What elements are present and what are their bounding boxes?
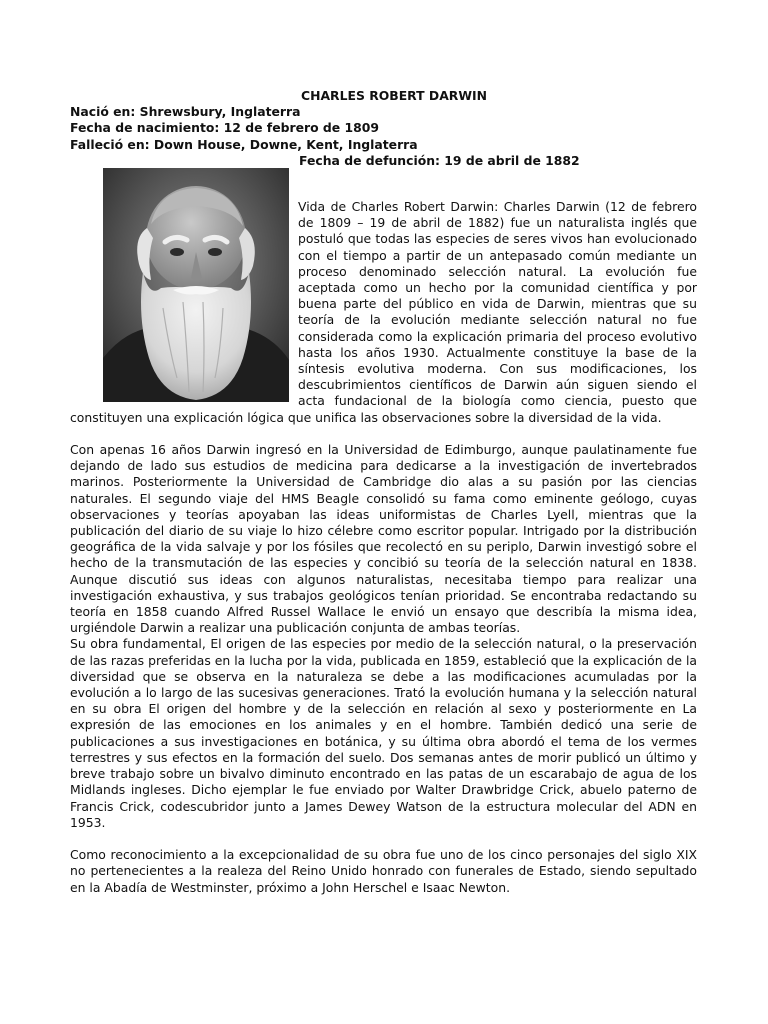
document-header xyxy=(70,88,700,169)
death-date-line: Fecha de defunción: 19 de abril de 1882 xyxy=(299,152,580,168)
death-place-line: Falleció en: Down House, Downe, Kent, Inglaterra xyxy=(70,136,418,152)
paragraph-intro: Vida de Charles Robert Darwin: Charles Darwin (12 de febrero de 1809 – 19 de abril de 1882) fue un naturalista inglés que postuló que todas las especies de seres vivos han evolucionado con el tiempo a partir de un antepasado común mediante un proceso denominado selección natural. La evolución fue aceptada como un hecho por la comunidad científica y por buena parte del público en vida de Darwin, mientras que su teoría de la evolución mediante selección natural no fue considerada como la explicación primaria del proceso evolutivo hasta los años 1930. Actualmente constituye la base de la síntesis evolutiva moderna. Con sus modificaciones, los descubrimientos científicos de Darwin aún siguen siendo el acta fundacional de la biología como ciencia, puesto que constituyen una explicación lógica que unifica las observaciones sobre la diversidad de la vida. xyxy=(70,199,697,425)
biography-text xyxy=(70,199,697,896)
paragraph-education: Con apenas 16 años Darwin ingresó en la Universidad de Edimburgo, aunque paulatinamente fue dejando de lado sus estudios de medicina para dedicarse a la investigación de invertebrados marinos. Posteriormente la Universidad de Cambridge dio alas a su pasión por las ciencias naturales. El segundo viaje del HMS Beagle consolidó su fama como eminente geólogo, cuyas observaciones y teorías apoyaban las ideas uniformistas de Charles Lyell, mientras que la publicación del diario de su viaje lo hizo célebre como escritor popular. Intrigado por la distribución geográfica de la vida salvaje y por los fósiles que recolectó en su periplo, Darwin investigó sobre el hecho de la transmutación de las especies y concibió su teoría de la selección natural en 1838. Aunque discutió sus ideas con algunos naturalistas, necesitaba tiempo para realizar una investigación exhaustiva, y sus trabajos geológicos tenían prioridad. Se encontraba redactando su teoría en 1858 cuando Alfred Russel Wallace le envió un ensayo que describía la misma idea, urgiéndole Darwin a realizar una publicación conjunta de ambas teorías. xyxy=(70,442,697,636)
paragraph-recognition: Como reconocimiento a la excepcionalidad de su obra fue uno de los cinco personajes del siglo XIX no pertenecientes a la realeza del Reino Unido honrado con funerales de Estado, siendo sepultado en la Abadía de Westminster, próximo a John Herschel e Isaac Newton. xyxy=(70,847,697,895)
birth-date-line: Fecha de nacimiento: 12 de febrero de 1809 xyxy=(70,120,379,136)
document-title: CHARLES ROBERT DARWIN xyxy=(301,88,487,103)
birthplace-line: Nació en: Shrewsbury, Inglaterra xyxy=(70,104,301,120)
paragraph-works: Su obra fundamental, El origen de las especies por medio de la selección natural, o la preservación de las razas preferidas en la lucha por la vida, publicada en 1859, estableció que la explicación de la diversidad que se observa en la naturaleza se debe a las modificaciones acumuladas por la evolución a lo largo de las sucesivas generaciones. Trató la evolución humana y la selección natural en su obra El origen del hombre y de la selección en relación al sexo y posteriormente en La expresión de las emociones en los animales y en el hombre. También dedicó una serie de publicaciones a sus investigaciones en botánica, y su última obra abordó el tema de los vermes terrestres y sus efectos en la formación del suelo. Dos semanas antes de morir publicó un último y breve trabajo sobre un bivalvo diminuto encontrado en las patas de un escarabajo de agua de los Midlands ingleses. Dicho ejemplar le fue enviado por Walter Drawbridge Crick, abuelo paterno de Francis Crick, codescubridor junto a James Dewey Watson de la estructura molecular del ADN en 1953. xyxy=(70,636,697,830)
portrait-spacer xyxy=(70,199,298,409)
